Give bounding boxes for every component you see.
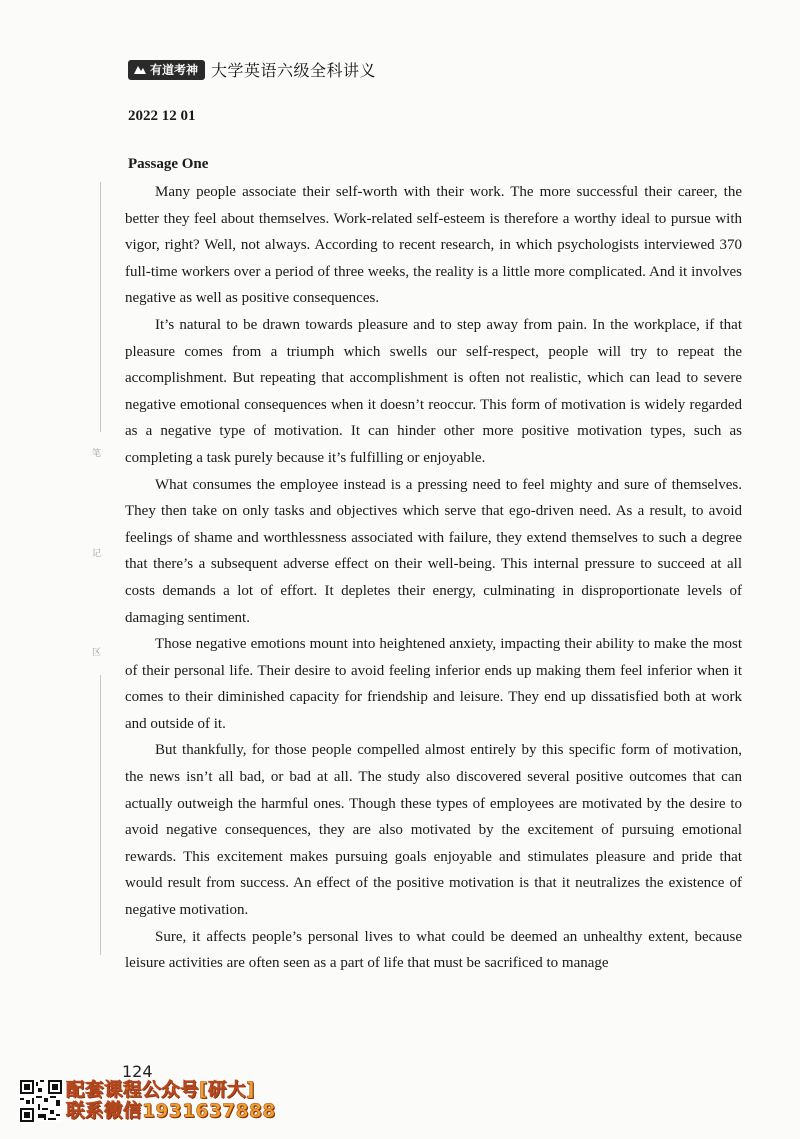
page-number: 124 (122, 1062, 153, 1081)
watermark-line: 配套课程公众号[研大] (66, 1080, 255, 1101)
passage-title: Passage One (128, 156, 209, 172)
margin-rule (100, 182, 101, 432)
brand-logo (128, 60, 205, 80)
passage-body (125, 179, 742, 977)
margin-note-char: 记 (92, 549, 102, 559)
promo-watermark (66, 1080, 276, 1122)
logo-text: 有道考神 (150, 63, 199, 77)
paragraph: Sure, it affects people’s personal lives to what could be deemed an unhealthy extent, because leisure activities are often seen as a part of life that must be sacrificed to manage (125, 928, 742, 972)
exam-date: 2022 12 01 (128, 108, 196, 124)
paragraph: It’s natural to be drawn towards pleasure and to step away from pain. In the workplace, if that pleasure comes from a triumph which swells our self-respect, people will try to repeat the accomplishment. But repeating that accomplishment is often not realistic, which can lead to severe negative emotional consequences when it doesn’t reoccur. This form of motivation is widely regarded as a negative type of motivation. It can hinder other more positive motivation types, such as completing a task purely because it’s fulfilling or enjoyable. (125, 316, 742, 466)
paragraph: But thankfully, for those people compelled almost entirely by this specific form of motivation, the news isn’t all bad, or bad at all. The study also discovered several positive outcomes that can actually outweigh the harmful ones. Though these types of employees are motivated by the desire to avoid negative consequences, they are also motivated by the excitement of pursuing emotional rewards. This excitement makes pursuing goals enjoyable and stimulates pleasure and pride that would result from success. An effect of the positive motivation is that it neutralizes the existence of negative motivation. (125, 742, 742, 919)
qr-code-icon (20, 1080, 62, 1122)
paragraph: Many people associate their self-worth with their work. The more successful their career, the better they feel about themselves. Work-related self-esteem is therefore a worthy ideal to pursue with vigor, right? Well, not always. According to recent research, in which psychologists interviewed 370 full-time workers over a period of three weeks, the reality is a little more complicated. And it involves negative as well as positive consequences. (125, 184, 742, 307)
paragraph: Those negative emotions mount into heightened anxiety, impacting their ability to make the most of their personal life. Their desire to avoid feeling inferior ends up making them feel inferior when it comes to their diminished capacity for friendship and leisure. They end up dissatisfied both at work and outside of it. (125, 636, 742, 732)
margin-rule (100, 675, 101, 955)
paragraph: What consumes the employee instead is a pressing need to feel mighty and sure of themselves. They then take on only tasks and objectives which serve that ego-driven need. As a result, to avoid feelings of shame and worthlessness associated with failure, they extend themselves to such a degree that there’s a subsequent adverse effect on their well-being. This internal pressure to succeed at all costs demands a lot of effort. It depletes their energy, culminating in disproportionate levels of damaging sentiment. (125, 476, 742, 626)
wing-logo-icon (133, 64, 147, 76)
watermark-line: 联系微信1931637888 (66, 1101, 276, 1122)
margin-note-char: 区 (92, 648, 102, 658)
margin-note-char: 笔 (92, 449, 102, 459)
page-header (128, 58, 376, 81)
book-title: 大学英语六级全科讲义 (211, 61, 377, 80)
